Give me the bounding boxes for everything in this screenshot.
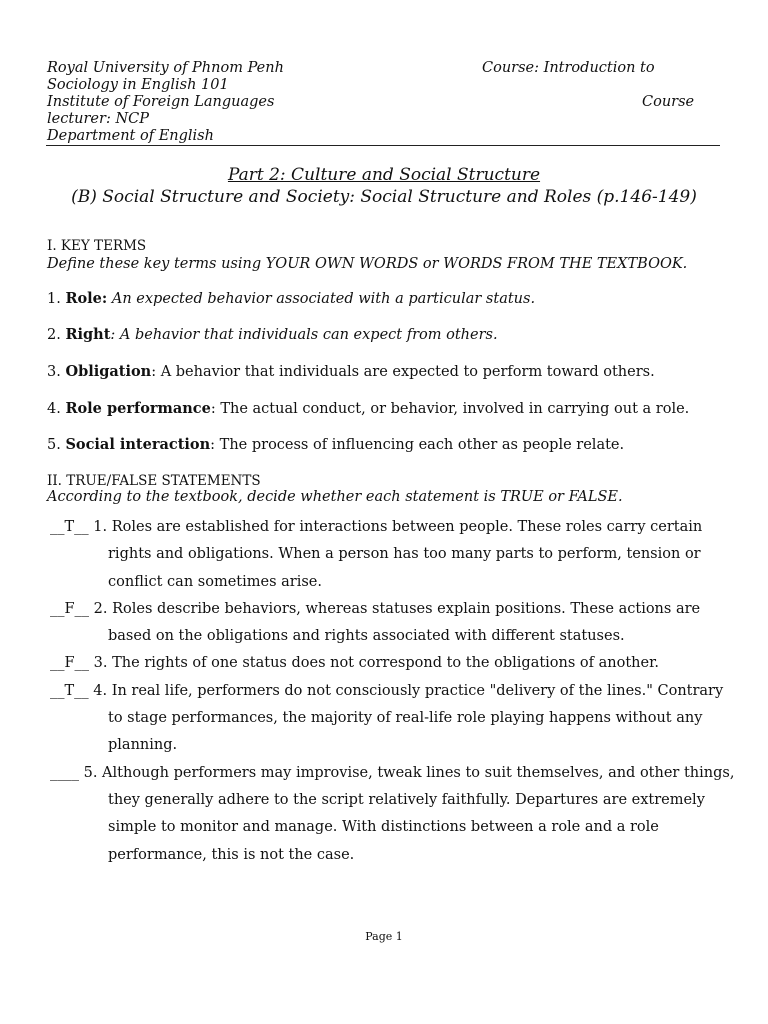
- key-term-number: 1.: [47, 291, 66, 307]
- header-divider: [46, 145, 720, 146]
- key-term-item: [47, 436, 624, 454]
- true-false-heading: II. TRUE/FALSE STATEMENTS: [47, 473, 261, 489]
- header-department: Department of English: [47, 128, 214, 144]
- answer-blank[interactable]: ____: [50, 764, 84, 781]
- page-title: [0, 164, 768, 186]
- key-term-definition: : A behavior that individuals are expected to perform toward others.: [151, 364, 655, 380]
- header-course-continued: Sociology in English 101: [47, 77, 229, 93]
- statement-line: 2. Roles describe behaviors, whereas statuses explain positions. These actions are: [93, 600, 701, 617]
- true-false-item: [50, 596, 734, 651]
- header-university: Royal University of Phnom Penh: [47, 60, 284, 76]
- statement-line: rights and obligations. When a person has too many parts to perform, tension or: [108, 546, 701, 563]
- key-term-definition: : The process of influencing each other as people relate.: [210, 437, 625, 453]
- key-term-number: 2.: [47, 327, 66, 343]
- key-term-number: 5.: [47, 437, 66, 453]
- key-term-number: 4.: [47, 401, 66, 417]
- page-subtitle: (B) Social Structure and Society: Social Structure and Roles (p.146-149): [71, 187, 697, 207]
- key-terms-instruction: Define these key terms using YOUR OWN WORDS or WORDS FROM THE TEXTBOOK.: [47, 256, 688, 272]
- header-course: Course: Introduction to: [482, 60, 655, 76]
- true-false-item: [50, 514, 734, 596]
- page-number: Page 1: [365, 930, 403, 943]
- header-lecturer-continued: lecturer: NCP: [47, 111, 149, 127]
- key-term-label: Role:: [65, 290, 108, 307]
- key-term-number: 3.: [47, 364, 66, 380]
- key-term-item: [47, 326, 498, 344]
- key-term-label: Right: [65, 326, 111, 343]
- statement-line: to stage performances, the majority of real-life role playing happens without any: [108, 710, 703, 727]
- statement-line: based on the obligations and rights associated with different statuses.: [108, 628, 625, 645]
- key-terms-heading: I. KEY TERMS: [47, 238, 147, 254]
- key-term-item: [47, 400, 689, 418]
- key-term-label: Social interaction: [65, 436, 211, 453]
- statement-line: 1. Roles are established for interactions between people. These roles carry certain: [93, 519, 703, 535]
- key-term-label: Obligation: [65, 363, 152, 380]
- true-false-item: [50, 678, 734, 760]
- answer-blank[interactable]: __F__: [50, 655, 94, 672]
- header-institute: Institute of Foreign Languages: [47, 94, 275, 110]
- key-term-item: [47, 290, 535, 308]
- part-title: Part 2: Culture and Social Structure: [227, 165, 541, 185]
- statement-line: conflict can sometimes arise.: [108, 573, 322, 590]
- statement-line: simple to monitor and manage. With distinctions between a role and a role: [108, 819, 659, 836]
- statement-line: 4. In real life, performers do not consciously practice "delivery of the lines." Contrary: [93, 682, 724, 699]
- key-term-definition: : The actual conduct, or behavior, involved in carrying out a role.: [210, 401, 690, 417]
- key-term-definition: : A behavior that individuals can expect from others.: [110, 327, 498, 343]
- key-term-label: Role performance: [65, 400, 211, 417]
- statement-line: planning.: [108, 737, 178, 754]
- true-false-instruction: According to the textbook, decide whether each statement is TRUE or FALSE.: [47, 489, 623, 505]
- key-term-item: [47, 363, 655, 381]
- answer-blank[interactable]: __T__: [50, 682, 94, 699]
- true-false-item: [50, 760, 734, 869]
- statement-line: 3. The rights of one status does not correspond to the obligations of another.: [93, 655, 660, 672]
- header-lecturer: Course: [642, 94, 695, 110]
- key-term-definition: An expected behavior associated with a particular status.: [107, 291, 536, 307]
- statement-line: performance, this is not the case.: [108, 846, 355, 863]
- statement-line: they generally adhere to the script relatively faithfully. Departures are extremely: [108, 791, 705, 808]
- statement-line: 5. Although performers may improvise, tweak lines to suit themselves, and other things,: [83, 764, 735, 781]
- answer-blank[interactable]: __T__: [50, 519, 94, 535]
- true-false-list: [50, 514, 734, 869]
- answer-blank[interactable]: __F__: [50, 600, 94, 617]
- true-false-item: [50, 650, 734, 677]
